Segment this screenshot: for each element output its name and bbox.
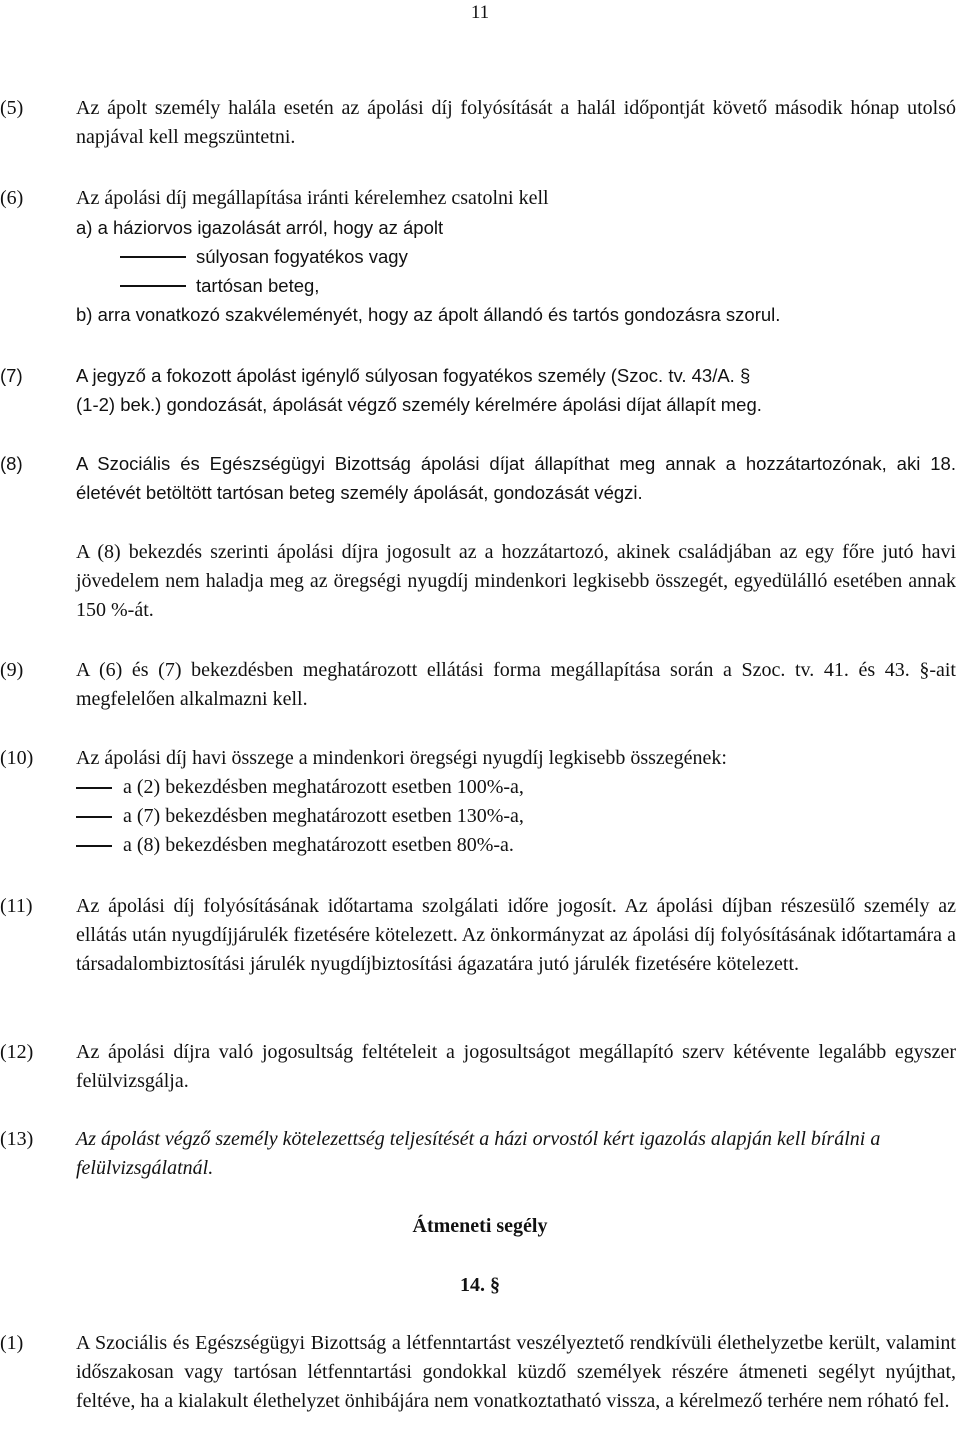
paragraph-number: (6) <box>0 187 24 209</box>
paragraph-number: (10) <box>0 747 34 769</box>
list-item-a: a) a háziorvos igazolását arról, hogy az ápolt <box>76 217 444 238</box>
paragraph-number: (8) <box>0 453 23 474</box>
paragraph-text: A Szociális és Egészségügyi Bizottság a létfenntartást veszélyeztető rendkívüli élethelyzetbe került, valamint időszakosan vagy tartósan létfenntartási gondokkal küzdő személyek részére átmeneti segélyt nyújthat, feltéve, ha a kialakult élethelyzet önhibájára nem vonatkoztatható vissza, a kérelmező terhére nem róható fel. <box>76 1332 956 1412</box>
paragraph-text <box>76 744 956 860</box>
dash-item: a (8) bekezdésben meghatározott esetben 80%-a. <box>76 831 956 860</box>
paragraph-number: (12) <box>0 1041 34 1063</box>
section-number: 14. § <box>460 1274 500 1296</box>
paragraph-7-line-1: A jegyző a fokozott ápolást igénylő súlyosan fogyatékos személy (Szoc. tv. 43/A. § <box>76 365 751 386</box>
paragraph-number: (9) <box>0 659 24 681</box>
section-title: Átmeneti segély <box>412 1215 548 1237</box>
dash-item: a (7) bekezdésben meghatározott esetben 130%-a, <box>76 802 956 831</box>
paragraph-number: (5) <box>0 97 24 119</box>
paragraph-text: Az ápolási díj folyósításának időtartama szolgálati időre jogosít. Az ápolási díjban részesülő személy az ellátás után nyugdíjjárulék fizetésére kötelezett. Az önkormányzat az ápolási díj folyósításának időtartamára a társadalombiztosítási járulék nyugdíjbiztosítási ágazatára jutó járulék fizetésére kötelezett. <box>76 895 956 975</box>
paragraph-number: (11) <box>0 895 33 917</box>
dash-item: a (2) bekezdésben meghatározott esetben 100%-a, <box>76 773 956 802</box>
paragraph-text: Az ápolt személy halála esetén az ápolási díj folyósítását a halál időpontját követő második hónap utolsó napjával kell megszüntetni. <box>76 97 956 148</box>
dash-item: tartósan beteg, <box>76 271 956 300</box>
paragraph-text <box>76 184 956 329</box>
paragraph-text: Az ápolást végző személy kötelezettség teljesítését a házi orvostól kért igazolás alapján kell bírálni a felülvizsgálatnál. <box>76 1128 881 1179</box>
paragraph-text: A (8) bekezdés szerinti ápolási díjra jogosult az a hozzátartozó, akinek családjában az egy főre jutó havi jövedelem nem haladja meg az öregségi nyugdíj mindenkori legkisebb összegét, egyedülálló esetében annak 150 %-át. <box>76 541 956 621</box>
paragraph-10-intro: Az ápolási díj havi összege a mindenkori öregségi nyugdíj legkisebb összegének: <box>76 747 727 769</box>
list-item-b: b) arra vonatkozó szakvéleményét, hogy az ápolt állandó és tartós gondozásra szorul. <box>76 304 781 325</box>
paragraph-7-line-2: (1-2) bek.) gondozását, ápolását végző személy kérelmére ápolási díjat állapít meg. <box>76 394 762 415</box>
paragraph-text: A (6) és (7) bekezdésben meghatározott ellátási forma megállapítása során a Szoc. tv. 41. és 43. §-ait megfelelően alkalmazni kell. <box>76 659 956 710</box>
dash-item: súlyosan fogyatékos vagy <box>76 242 956 271</box>
page-number: 11 <box>470 2 490 23</box>
paragraph-number: (7) <box>0 365 23 386</box>
paragraph-text: Az ápolási díjra való jogosultság feltételeit a jogosultságot megállapító szerv kétévente legalább egyszer felülvizsgálja. <box>76 1041 956 1092</box>
paragraph-number: (1) <box>0 1332 24 1354</box>
paragraph-text <box>76 361 956 419</box>
paragraph-text: A Szociális és Egészségügyi Bizottság ápolási díjat állapíthat meg annak a hozzátartozónak, aki 18. életévét betöltött tartósan beteg személy ápolását, gondozását végzi. <box>76 453 956 503</box>
paragraph-6-intro: Az ápolási díj megállapítása iránti kérelemhez csatolni kell <box>76 187 549 209</box>
paragraph-number: (13) <box>0 1128 34 1150</box>
